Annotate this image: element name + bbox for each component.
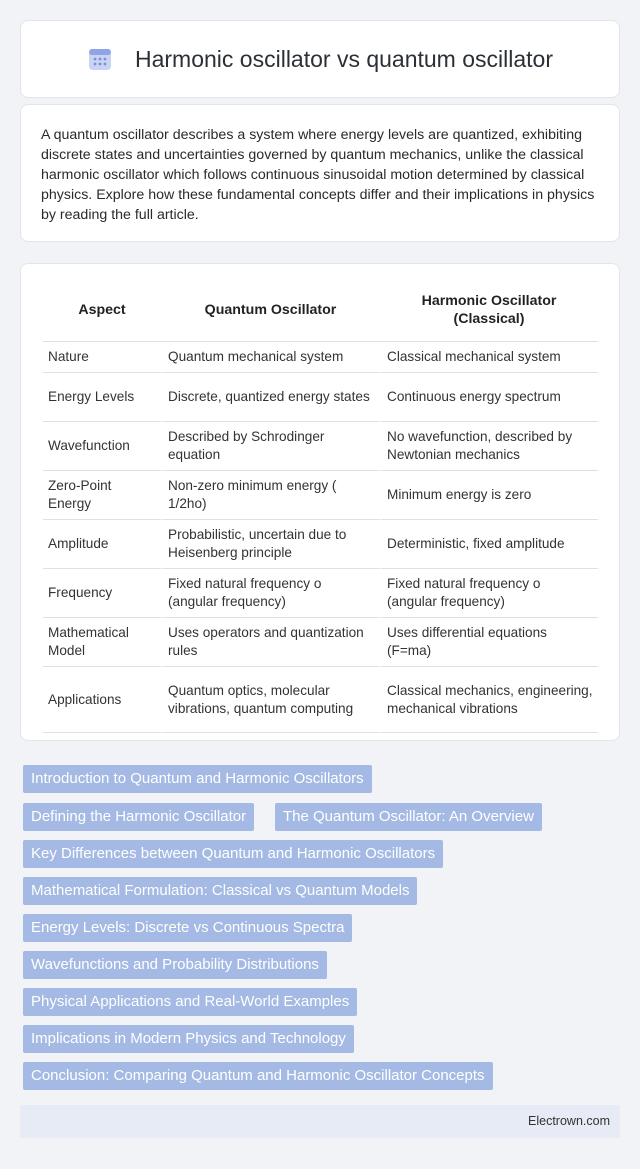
table-cell: Applications: [43, 667, 161, 733]
topic-link-defining-harmonic[interactable]: Defining the Harmonic Oscillator: [23, 803, 254, 831]
footer: [20, 1105, 620, 1138]
table-row: [43, 569, 598, 618]
comparison-table-card: [20, 263, 620, 741]
table-cell: Quantum mechanical system: [161, 342, 380, 373]
table-row: [43, 471, 598, 520]
table-cell: Amplitude: [43, 520, 161, 569]
topic-link-key-differences[interactable]: Key Differences between Quantum and Harmonic Oscillators: [23, 840, 443, 868]
table-row: [43, 667, 598, 733]
table-cell: Classical mechanical system: [380, 342, 598, 373]
table-cell: Frequency: [43, 569, 161, 618]
table-cell: Fixed natural frequency o (angular frequency): [380, 569, 598, 618]
table-cell: Uses differential equations (F=ma): [380, 618, 598, 667]
table-row: [43, 342, 598, 373]
table-cell: Fixed natural frequency o (angular frequency): [161, 569, 380, 618]
table-cell: Energy Levels: [43, 373, 161, 422]
topic-link-introduction[interactable]: Introduction to Quantum and Harmonic Oscillators: [23, 765, 372, 793]
comparison-table: [43, 278, 598, 733]
table-cell: Mathematical Model: [43, 618, 161, 667]
topic-link-energy-levels[interactable]: Energy Levels: Discrete vs Continuous Spectra: [23, 914, 352, 942]
table-cell: Nature: [43, 342, 161, 373]
topic-link-quantum-overview[interactable]: The Quantum Oscillator: An Overview: [275, 803, 542, 831]
table-cell: Zero-Point Energy: [43, 471, 161, 520]
table-cell: Uses operators and quantization rules: [161, 618, 380, 667]
header-classical: Harmonic Oscillator (Classical): [380, 278, 598, 342]
table-cell: Classical mechanics, engineering, mechanical vibrations: [380, 667, 598, 733]
table-cell: Deterministic, fixed amplitude: [380, 520, 598, 569]
document-icon: [87, 46, 113, 72]
topic-link-physical-applications[interactable]: Physical Applications and Real-World Examples: [23, 988, 357, 1016]
table-cell: Continuous energy spectrum: [380, 373, 598, 422]
topic-link-mathematical-formulation[interactable]: Mathematical Formulation: Classical vs Quantum Models: [23, 877, 417, 905]
header-card: [20, 20, 620, 98]
intro-card: [20, 104, 620, 242]
table-cell: Discrete, quantized energy states: [161, 373, 380, 422]
table-cell: Minimum energy is zero: [380, 471, 598, 520]
header-aspect: Aspect: [43, 278, 161, 342]
footer-site-name[interactable]: Electrown.com: [528, 1114, 610, 1128]
topic-link-conclusion[interactable]: Conclusion: Comparing Quantum and Harmonic Oscillator Concepts: [23, 1062, 493, 1090]
table-cell: Non-zero minimum energy ( 1/2ho): [161, 471, 380, 520]
table-cell: Quantum optics, molecular vibrations, quantum computing: [161, 667, 380, 733]
topic-link-implications[interactable]: Implications in Modern Physics and Technology: [23, 1025, 354, 1053]
page-title: Harmonic oscillator vs quantum oscillator: [135, 45, 553, 72]
topic-link-wavefunctions[interactable]: Wavefunctions and Probability Distributions: [23, 951, 327, 979]
table-row: [43, 520, 598, 569]
table-cell: Wavefunction: [43, 422, 161, 471]
intro-text: A quantum oscillator describes a system where energy levels are quantized, exhibiting discrete states and uncertainties governed by quantum mechanics, unlike the classical harmonic oscillator which follows continuous sinusoidal motion determined by classical physics. Explore how these fundamental concepts differ and their implications in physics by reading the full article.: [41, 127, 595, 223]
table-header-row: [43, 278, 598, 342]
header-quantum: Quantum Oscillator: [161, 278, 380, 342]
table-row: [43, 373, 598, 422]
table-row: [43, 618, 598, 667]
table-cell: Probabilistic, uncertain due to Heisenberg principle: [161, 520, 380, 569]
table-row: [43, 422, 598, 471]
table-cell: Described by Schrodinger equation: [161, 422, 380, 471]
table-cell: No wavefunction, described by Newtonian mechanics: [380, 422, 598, 471]
